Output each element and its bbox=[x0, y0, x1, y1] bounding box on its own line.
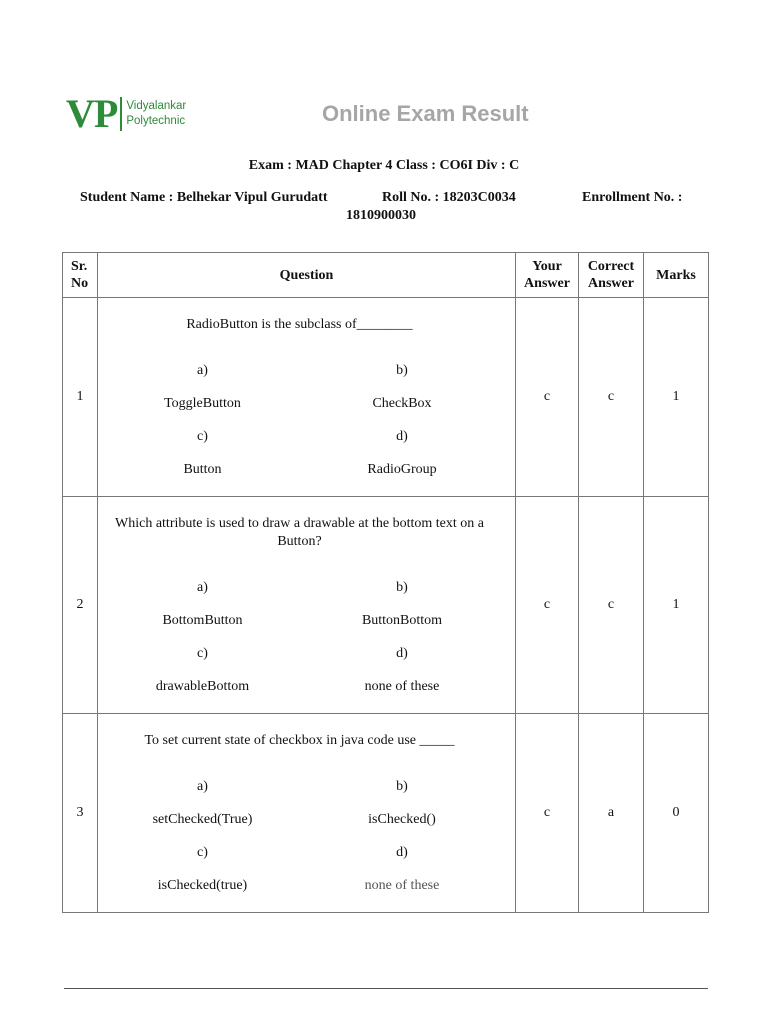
logo-mark: VP bbox=[66, 91, 118, 136]
your-answer-cell: c bbox=[516, 298, 579, 497]
logo-name bbox=[126, 99, 186, 129]
page-title: Online Exam Result bbox=[322, 101, 529, 126]
options-grid bbox=[98, 362, 515, 479]
option-d-text: RadioGroup bbox=[367, 461, 437, 477]
correct-answer-cell: c bbox=[579, 298, 644, 497]
option-a-label: a) bbox=[197, 579, 208, 595]
logo-name-line1: Vidyalankar bbox=[126, 100, 187, 112]
option-d-label: d) bbox=[396, 844, 408, 860]
logo-divider bbox=[120, 97, 122, 131]
question-cell bbox=[98, 298, 516, 497]
sr-no-cell: 1 bbox=[63, 298, 98, 497]
header-question: Question bbox=[98, 253, 516, 298]
footer-divider bbox=[64, 988, 708, 989]
question-text: RadioButton is the subclass of________ bbox=[186, 316, 413, 332]
header-your-answer: Your Answer bbox=[516, 253, 579, 298]
option-c-label: c) bbox=[197, 645, 208, 661]
question-text: Which attribute is used to draw a drawable at the bottom text on a Button? bbox=[115, 515, 484, 549]
header-marks: Marks bbox=[644, 253, 709, 298]
your-answer-cell: c bbox=[516, 714, 579, 913]
correct-answer-cell: c bbox=[579, 497, 644, 714]
option-b-label: b) bbox=[396, 778, 408, 794]
results-table bbox=[62, 252, 709, 913]
student-name: Student Name : Belhekar Vipul Gurudatt bbox=[80, 190, 328, 205]
options-grid bbox=[98, 579, 515, 696]
table-row bbox=[63, 497, 709, 714]
option-c-label: c) bbox=[197, 428, 208, 444]
option-c-text: Button bbox=[183, 461, 222, 477]
question-cell bbox=[98, 497, 516, 714]
marks-cell: 1 bbox=[644, 497, 709, 714]
option-c-text: drawableBottom bbox=[155, 678, 250, 694]
options-grid bbox=[98, 778, 515, 895]
option-c-label: c) bbox=[197, 844, 208, 860]
option-a-text: ToggleButton bbox=[164, 395, 241, 411]
roll-number: Roll No. : 18203C0034 bbox=[382, 190, 516, 205]
table-row bbox=[63, 298, 709, 497]
marks-cell: 1 bbox=[644, 298, 709, 497]
option-c-text: isChecked(true) bbox=[157, 877, 248, 893]
option-b-text: ButtonBottom bbox=[361, 612, 443, 628]
marks-cell: 0 bbox=[644, 714, 709, 913]
option-a-label: a) bbox=[197, 362, 208, 378]
correct-answer-cell: a bbox=[579, 714, 644, 913]
option-d-label: d) bbox=[396, 645, 408, 661]
question-cell bbox=[98, 714, 516, 913]
sr-no-cell: 3 bbox=[63, 714, 98, 913]
option-d-text: none of these bbox=[364, 678, 440, 694]
enrollment-label: Enrollment No. : bbox=[582, 190, 683, 205]
enrollment-value: 1810900030 bbox=[346, 208, 416, 223]
header-correct-answer: Correct Answer bbox=[579, 253, 644, 298]
option-a-label: a) bbox=[197, 778, 208, 794]
header-sr-no: Sr. No bbox=[63, 253, 98, 298]
option-b-text: isChecked() bbox=[368, 811, 436, 827]
your-answer-cell: c bbox=[516, 497, 579, 714]
option-b-text: CheckBox bbox=[372, 395, 432, 411]
logo-name-line2: Polytechnic bbox=[126, 115, 186, 127]
table-row bbox=[63, 714, 709, 913]
option-d-label: d) bbox=[396, 428, 408, 444]
option-a-text: setChecked(True) bbox=[152, 811, 253, 827]
institute-logo bbox=[66, 91, 187, 136]
table-header-row bbox=[63, 253, 709, 298]
option-a-text: BottomButton bbox=[162, 612, 243, 628]
sr-no-cell: 2 bbox=[63, 497, 98, 714]
exam-info: Exam : MAD Chapter 4 Class : CO6I Div : C bbox=[248, 158, 520, 173]
option-b-label: b) bbox=[396, 362, 408, 378]
question-text: To set current state of checkbox in java code use _____ bbox=[144, 732, 455, 748]
option-b-label: b) bbox=[396, 579, 408, 595]
option-d-text: none of these bbox=[364, 877, 440, 893]
